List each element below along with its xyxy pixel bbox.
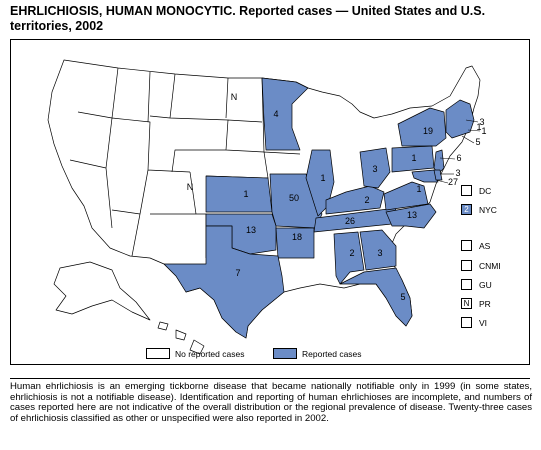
label-north-carolina: 13 [406,210,418,220]
legend-no-reported-label: No reported cases [175,349,245,359]
vi-box [461,317,472,328]
cnmi-label: CNMI [479,261,501,271]
label-oklahoma: 13 [245,225,257,235]
pr-label: PR [479,299,491,309]
nyc-box: 2 [461,204,472,215]
label-new-york: 19 [422,126,434,136]
label-pennsylvania: 1 [411,153,417,163]
label-new-jersey: 6 [456,153,462,163]
nyc-label: NYC [479,205,497,215]
label-illinois: 1 [320,173,326,183]
pr-box: N [461,298,472,309]
gu-label: GU [479,280,492,290]
label-kansas: 1 [243,189,249,199]
label-florida: 5 [400,292,406,302]
divider [10,378,530,379]
label-colorado: N [186,182,194,192]
label-kentucky: 2 [364,195,370,205]
as-label: AS [479,241,491,251]
label-georgia: 3 [377,248,383,258]
label-rhode-island: 1 [476,122,482,132]
label-virginia: 1 [416,184,422,194]
as-box [461,240,472,251]
map-title: EHRLICHIOSIS, HUMAN MONOCYTIC. Reported cases — United States and U.S. territories, 2002 [10,4,486,33]
label-maryland: 27 [447,177,459,187]
dc-label: DC [479,186,492,196]
label-missouri: 50 [288,193,300,203]
label-arkansas: 18 [291,232,303,242]
label-connecticut: 5 [475,137,481,147]
label-massachusetts: 1 [481,126,487,136]
legend-reported-label: Reported cases [302,349,362,359]
label-north-dakota: N [230,92,238,102]
footnote: Human ehrlichiosis is an emerging tickborne disease that became nationally notifiable only in 1999 (in some states, ehrlichiosis is not a notifiable disease). Identification and reporting of human ehrlichioses are incomplete, and numbers of cases reported here are not indicative of the overall distribution or the regional prevalence of disease. Twenty-three cases of ehrlichiosis classified as other or unspecified were also reported in 2002. [10,381,532,424]
label-new-hampshire: 3 [479,117,485,127]
label-alabama: 2 [349,248,355,258]
alaska [54,262,150,320]
cnmi-box [461,260,472,271]
legend-reported-swatch [273,348,297,359]
label-texas: 7 [235,268,241,278]
legend-no-reported-swatch [146,348,170,359]
dc-box [461,185,472,196]
gu-box [461,279,472,290]
label-tennessee: 26 [344,216,356,226]
label-minnesota: 4 [273,109,279,119]
state-kansas [206,176,272,212]
label-ohio: 3 [372,164,378,174]
label-delaware: 3 [455,168,461,178]
vi-label: VI [479,318,488,328]
